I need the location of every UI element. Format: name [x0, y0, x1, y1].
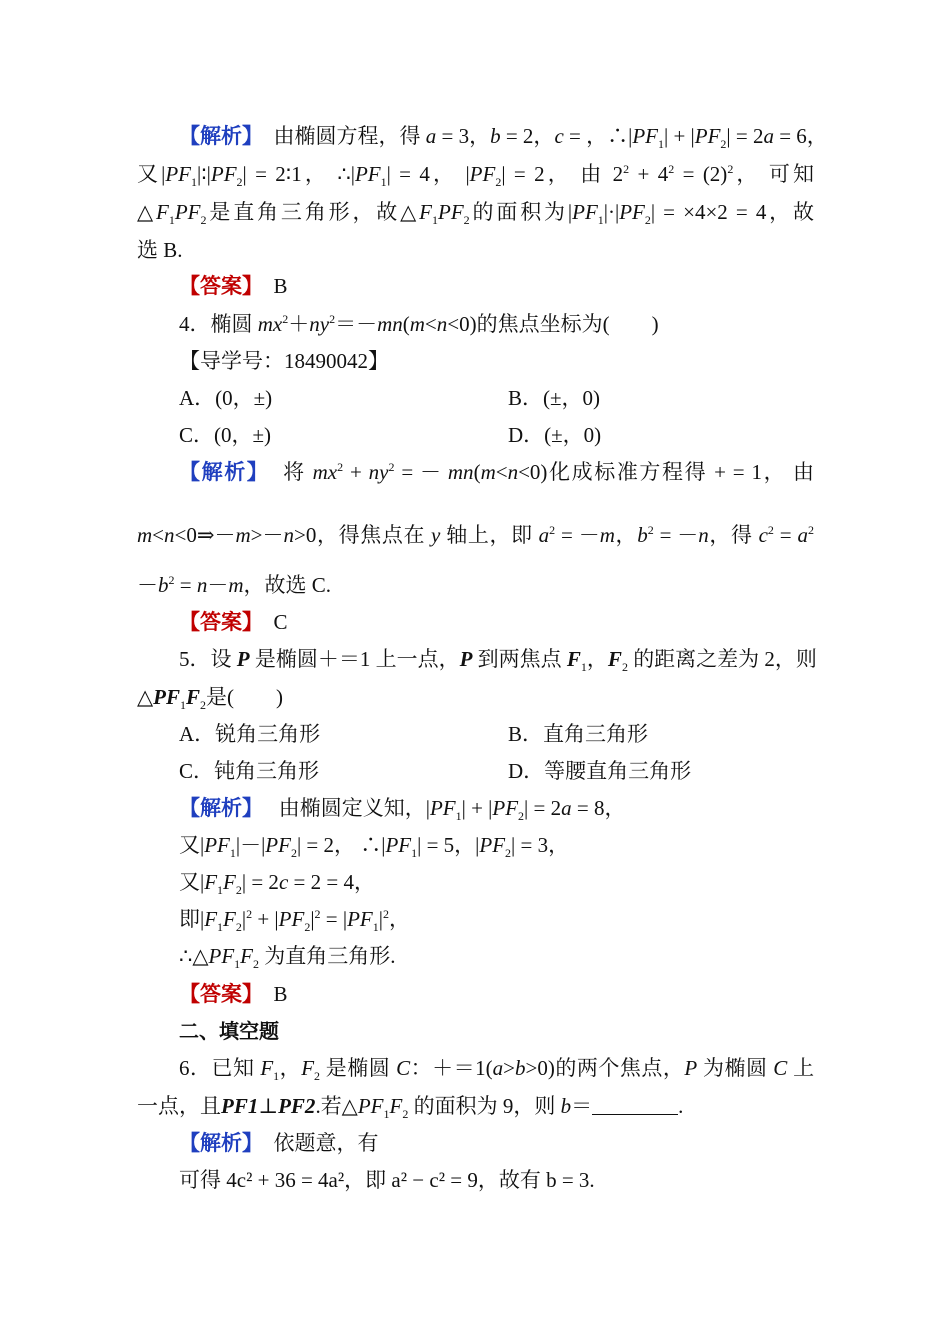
q5-option-d: D．等腰直角三角形: [508, 759, 692, 783]
q3-analysis-line-1: 【解析】 由椭圆方程，得 a = 3，b = 2，c = ，$\therefore|PF_1| + |PF_2| = 2a = 6$，: [179, 124, 828, 152]
q5-option-a: A．锐角三角形: [179, 722, 321, 746]
q4-option-b: B．(±，0): [508, 386, 601, 410]
section-title: 二、填空题: [179, 1019, 279, 1043]
q3-analysis-line-3: $\triangle F_1PF_2$是直角三角形，故$\triangle F_1PF_2$的面积为$|PF_1|\cdot|PF_2| = \times 4\times 2 = 4$，故: [137, 200, 815, 228]
q4-analysis-line-3: $-b^2 = n-m$，故选 C.: [137, 573, 332, 597]
q5-analysis-line-5: $\therefore\triangle PF_1F_2$ 为直角三角形.: [179, 944, 396, 972]
answer-blank: [592, 1094, 678, 1115]
q4-analysis-line-1: 【解析】 将 $mx^2 + ny^2$ = － mn(m<n<0)化成标准方程得 + = 1， 由: [179, 460, 815, 484]
q5-analysis-line-3: 又$|F_1F_2| = 2c = 2 = 4$，: [179, 870, 375, 898]
q5-analysis-line-2: 又$|PF_1|-|PF_2| = 2$， $\therefore|PF_1| = 5$，$|PF_2| = 3$，: [179, 833, 570, 861]
q3-analysis-line-2: 又$|PF_1|∶|PF_2|$ = 2∶1， $\therefore|PF_1| = 4$， $|PF_2| = 2$， 由 $2^2 + 4^2 = (2)^2$， 可知: [137, 162, 815, 190]
q6-analysis-line-1: 【解析】 依题意，有: [179, 1131, 379, 1155]
guide-number: 【导学号：18490042】: [179, 349, 389, 373]
q3-answer: 【答案】 B: [179, 274, 288, 298]
analysis-label: 【解析】: [179, 1131, 263, 1155]
q5-analysis-line-4: 即$|F_1F_2|^2 + |PF_2|^2 = |PF_1|^2$，: [179, 907, 410, 935]
q5-option-c: C．钝角三角形: [179, 759, 320, 783]
q5-stem-line-1: 5．设 P 是椭圆＋＝1 上一点，P 到两焦点 $F_1$，$F_2$ 的距离之差为 2，则: [179, 647, 817, 675]
q4-option-c: C．(0，±): [179, 423, 272, 447]
q4-option-d: D．(±，0): [508, 423, 602, 447]
q5-stem-line-2: $\triangle PF_1F_2$是( ): [137, 685, 284, 713]
answer-label: 【答案】: [179, 982, 263, 1006]
answer-label: 【答案】: [179, 610, 263, 634]
analysis-label: 【解析】: [179, 124, 263, 148]
q6-stem-line-1: 6．已知 $F_1$，$F_2$ 是椭圆 C：＋＝1(a>b>0)的两个焦点，P 为椭圆 C 上: [179, 1056, 815, 1084]
q5-analysis-line-1: 【解析】 由椭圆定义知，$|PF_1| + |PF_2| = 2a = 8$，: [179, 796, 626, 824]
q4-stem: 4．椭圆 $mx^2+ny^2=-mn(m<n<0)$的焦点坐标为( ): [179, 312, 659, 336]
q6-analysis-line-2: 可得 4c² + 36 = 4a²，即 a² − c² = 9，故有 b = 3.: [179, 1168, 595, 1192]
q3-analysis-line-4: 选 B.: [137, 238, 183, 262]
q4-answer: 【答案】 C: [179, 610, 288, 634]
answer-label: 【答案】: [179, 274, 263, 298]
q4-option-a: A．(0，±): [179, 386, 273, 410]
q6-stem-line-2: 一点，且PF1⊥PF2.若$\triangle PF_1F_2$ 的面积为 9，则 b＝ .: [137, 1094, 684, 1122]
q5-option-b: B．直角三角形: [508, 722, 649, 746]
q4-analysis-line-2: m<n<0⇒－m>－n>0，得焦点在 y 轴上，即 $a^2 = -m$，$b^2 = -n$，得 $c^2 = a^2$: [137, 523, 815, 547]
analysis-label: 【解析】: [179, 796, 263, 820]
analysis-label: 【解析】: [179, 460, 270, 484]
q5-answer: 【答案】 B: [179, 982, 288, 1006]
